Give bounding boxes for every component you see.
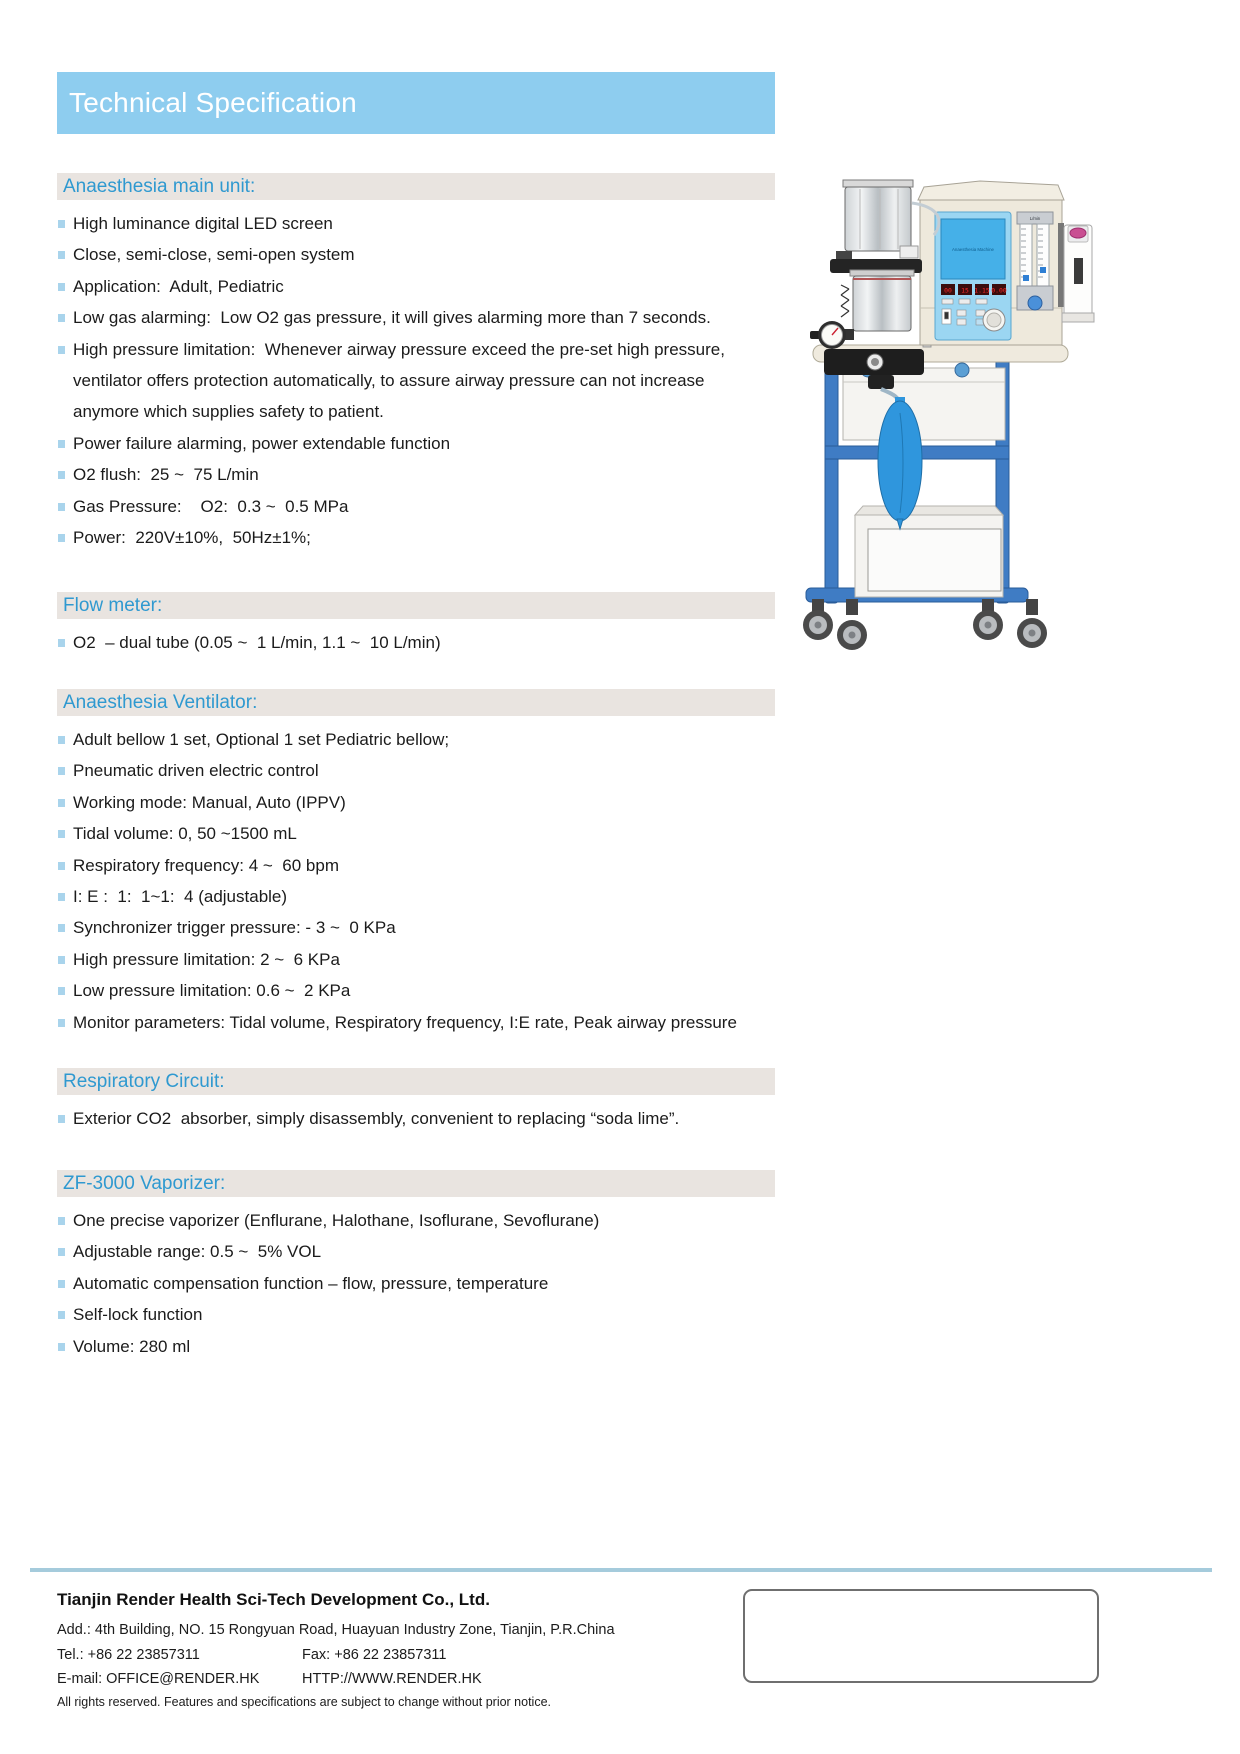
dispenser-cap bbox=[1070, 228, 1086, 238]
spec-item-text: High pressure limitation: 2 ~ 6 KPa bbox=[73, 949, 340, 969]
spec-item-text: One precise vaporizer (Enflurane, Halothane, Isoflurane, Sevoflurane) bbox=[73, 1211, 600, 1230]
spec-item bbox=[57, 428, 769, 459]
spec-item bbox=[57, 850, 769, 881]
monitor-panel bbox=[935, 212, 1011, 340]
spec-item-text: O2 – dual tube (0.05 ~ 1 L/min, 1.1 ~ 10 L/min) bbox=[73, 633, 441, 652]
spec-item-text: High luminance digital LED screen bbox=[73, 214, 333, 233]
bullet-icon bbox=[58, 767, 65, 775]
spec-item-text: Automatic compensation function – flow, pressure, temperature bbox=[73, 1273, 549, 1293]
bullet-icon bbox=[58, 956, 65, 964]
spec-list bbox=[57, 1205, 769, 1362]
section-header bbox=[57, 689, 775, 716]
bullet-icon bbox=[58, 639, 65, 647]
spec-item bbox=[57, 627, 769, 658]
dispenser bbox=[1058, 223, 1094, 322]
panel-buttons bbox=[942, 299, 987, 325]
section-respiratory-circuit bbox=[57, 1068, 779, 1134]
led-display bbox=[941, 284, 1007, 295]
spec-item bbox=[57, 944, 769, 975]
bullet-icon bbox=[58, 1217, 65, 1225]
spec-item-text: Application: Adult, Pediatric bbox=[73, 276, 284, 296]
upper-drawer bbox=[843, 368, 1005, 440]
spec-item bbox=[57, 239, 769, 270]
spec-item bbox=[57, 302, 769, 333]
footer-tel-fax-row bbox=[57, 1647, 447, 1663]
bullet-icon bbox=[58, 251, 65, 259]
bullet-icon bbox=[58, 799, 65, 807]
spec-item-text: Tidal volume: 0, 50 ~1500 mL bbox=[73, 824, 297, 844]
spec-item-text: O2 flush: 25 ~ 75 L/min bbox=[73, 465, 259, 485]
spec-item bbox=[57, 1299, 769, 1330]
bullet-icon bbox=[58, 893, 65, 901]
bullet-icon bbox=[58, 1248, 65, 1256]
footer-divider bbox=[30, 1568, 1212, 1572]
spec-item-text: Low gas alarming: Low O2 gas pressure, it will gives alarming more than 7 seconds. bbox=[73, 308, 711, 328]
bullet-icon bbox=[58, 924, 65, 932]
section-anaesthesia-ventilator bbox=[57, 689, 779, 1038]
spec-item bbox=[57, 271, 769, 302]
spec-item bbox=[57, 1103, 769, 1134]
spec-list bbox=[57, 627, 769, 658]
spec-item-text: Working mode: Manual, Auto (IPPV) bbox=[73, 792, 346, 812]
spec-item bbox=[57, 787, 769, 818]
spec-item-text: High pressure limitation: Whenever airway pressure exceed the pre-set high pressure, ventilator offers protection automatically, to assure airway pressure can not increase anymore which supplies safety to patient. bbox=[73, 339, 730, 422]
spec-item bbox=[57, 1205, 769, 1236]
spec-item bbox=[57, 208, 769, 239]
bullet-icon bbox=[58, 1311, 65, 1319]
spec-item-text: Exterior CO2 absorber, simply disassembly, convenient to replacing “soda lime”. bbox=[73, 1109, 680, 1128]
spec-item-text: I: E : 1: 1~1: 4 (adjustable) bbox=[73, 887, 288, 907]
spec-item-text: Monitor parameters: Tidal volume, Respiratory frequency, I:E rate, Peak airway pressure bbox=[73, 1012, 737, 1032]
spec-item-text: Power failure alarming, power extendable function bbox=[73, 433, 451, 453]
section-flow-meter bbox=[57, 592, 779, 658]
spec-item-text: Self-lock function bbox=[73, 1305, 203, 1325]
section-header bbox=[57, 173, 775, 200]
section-title: Anaesthesia Ventilator: bbox=[63, 691, 258, 713]
spec-item bbox=[57, 818, 769, 849]
section-header bbox=[57, 1068, 775, 1095]
bullet-icon bbox=[58, 1343, 65, 1351]
footer-company-name: Tianjin Render Health Sci-Tech Development Co., Ltd. bbox=[57, 1590, 490, 1609]
bellows-canister bbox=[845, 187, 911, 251]
section-header bbox=[57, 592, 775, 619]
spec-item bbox=[57, 1268, 769, 1299]
spec-item bbox=[57, 1007, 769, 1038]
absorber-canister bbox=[853, 276, 911, 331]
section-title: Anaesthesia main unit: bbox=[63, 175, 256, 197]
spec-item-text: Pneumatic driven electric control bbox=[73, 761, 319, 781]
spec-item bbox=[57, 912, 769, 943]
section-title: Flow meter: bbox=[63, 594, 163, 616]
screen-label: Anaesthesia Machine bbox=[952, 247, 994, 252]
spec-list bbox=[57, 1103, 769, 1134]
spec-item bbox=[57, 975, 769, 1006]
spec-item-text: Close, semi-close, semi-open system bbox=[73, 245, 355, 265]
spec-item-text: Gas Pressure: O2: 0.3 ~ 0.5 MPa bbox=[73, 496, 349, 516]
section-header bbox=[57, 1170, 775, 1197]
svg-text:00: 00 bbox=[944, 286, 952, 295]
spec-list bbox=[57, 724, 769, 1038]
bullet-icon bbox=[58, 736, 65, 744]
spec-item-text: Synchronizer trigger pressure: - 3 ~ 0 KPa bbox=[73, 918, 396, 938]
footer-email-web-row bbox=[57, 1671, 482, 1687]
spec-item bbox=[57, 881, 769, 912]
footer-address: Add.: 4th Building, NO. 15 Rongyuan Road, Huayuan Industry Zone, Tianjin, P.R.China bbox=[57, 1622, 615, 1638]
bullet-icon bbox=[58, 314, 65, 322]
footer-fax: Fax: +86 22 23857311 bbox=[302, 1647, 447, 1663]
spec-item-text: Volume: 280 ml bbox=[73, 1336, 191, 1356]
spec-item bbox=[57, 459, 769, 490]
bullet-icon bbox=[58, 534, 65, 542]
bullet-icon bbox=[58, 1115, 65, 1123]
section-anaesthesia-main-unit bbox=[57, 173, 779, 553]
page-title-bar bbox=[57, 72, 775, 134]
spec-item bbox=[57, 755, 769, 786]
spec-list bbox=[57, 208, 769, 553]
section-zf3000-vaporizer bbox=[57, 1170, 779, 1362]
svg-text:15: 15 bbox=[961, 286, 969, 295]
spec-item bbox=[57, 522, 769, 553]
spec-item-text: Adjustable range: 0.5 ~ 5% VOL bbox=[73, 1242, 322, 1262]
bullet-icon bbox=[58, 503, 65, 511]
machine-illustration bbox=[740, 163, 1100, 663]
bullet-icon bbox=[58, 283, 65, 291]
svg-text:0.00: 0.00 bbox=[991, 286, 1007, 295]
footer-rights: All rights reserved. Features and specifications are subject to change without prior notice. bbox=[57, 1695, 552, 1709]
spec-item bbox=[57, 491, 769, 522]
bullet-icon bbox=[58, 346, 65, 354]
spec-item bbox=[57, 724, 769, 755]
footer-tel: Tel.: +86 22 23857311 bbox=[57, 1647, 200, 1663]
bullet-icon bbox=[58, 471, 65, 479]
spec-item-text: Power: 220V±10%, 50Hz±1%; bbox=[73, 528, 311, 548]
caster-wheel bbox=[803, 599, 1047, 650]
spec-item-text: Low pressure limitation: 0.6 ~ 2 KPa bbox=[73, 981, 351, 1001]
bullet-icon bbox=[58, 1280, 65, 1288]
bullet-icon bbox=[58, 830, 65, 838]
spec-item bbox=[57, 1331, 769, 1362]
bullet-icon bbox=[58, 862, 65, 870]
flow-meter-label: L/min bbox=[1029, 216, 1041, 221]
footer-email: E-mail: OFFICE@RENDER.HK bbox=[57, 1671, 260, 1687]
bullet-icon bbox=[58, 1019, 65, 1027]
section-title: Respiratory Circuit: bbox=[63, 1070, 225, 1092]
svg-text:1.15: 1.15 bbox=[974, 286, 990, 295]
page-title: Technical Specification bbox=[69, 87, 357, 118]
spec-item-text: Respiratory frequency: 4 ~ 60 bpm bbox=[73, 855, 339, 875]
lower-cabinet bbox=[855, 506, 1003, 597]
bullet-icon bbox=[58, 987, 65, 995]
footer-stamp-box bbox=[743, 1589, 1099, 1683]
section-title: ZF-3000 Vaporizer: bbox=[63, 1172, 226, 1194]
spec-item bbox=[57, 1236, 769, 1267]
bullet-icon bbox=[58, 440, 65, 448]
footer-website: HTTP://WWW.RENDER.HK bbox=[302, 1671, 482, 1687]
spec-item-text: Adult bellow 1 set, Optional 1 set Pediatric bellow; bbox=[73, 730, 450, 749]
bullet-icon bbox=[58, 220, 65, 228]
spec-item bbox=[57, 334, 769, 428]
